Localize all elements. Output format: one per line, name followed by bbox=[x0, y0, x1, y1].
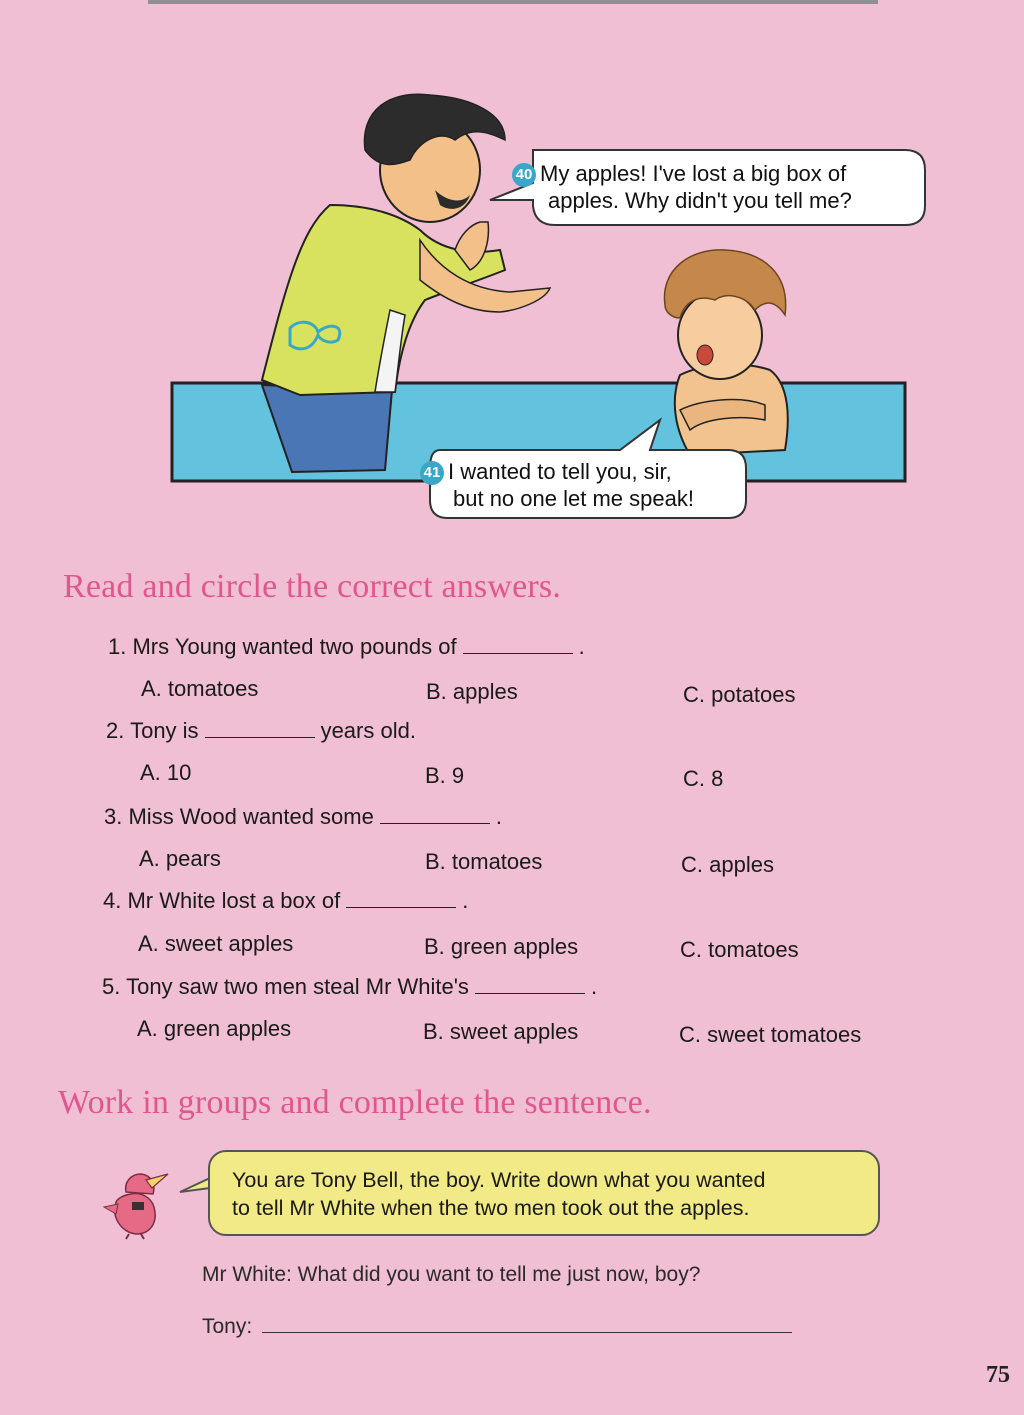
answer-blank bbox=[346, 889, 456, 908]
option-1a[interactable]: A. tomatoes bbox=[141, 676, 259, 701]
comic-illustration bbox=[0, 0, 1024, 530]
bubble-41-text bbox=[420, 458, 694, 512]
option-3c[interactable]: C. apples bbox=[681, 852, 774, 877]
option-2b[interactable]: B. 9 bbox=[425, 763, 465, 788]
bubble-40-number: 40 bbox=[512, 163, 536, 187]
question-1 bbox=[108, 634, 585, 660]
question-end: . bbox=[590, 974, 598, 999]
question-2 bbox=[106, 718, 416, 744]
note-line-2: to tell Mr White when the two men took out the apples. bbox=[232, 1196, 750, 1220]
answer-blank bbox=[475, 975, 585, 994]
answer-blank bbox=[380, 805, 490, 824]
question-number: 5. bbox=[102, 974, 121, 999]
question-text: Miss Wood wanted some bbox=[128, 804, 374, 829]
question-text: Mrs Young wanted two pounds of bbox=[132, 634, 457, 659]
question-end: . bbox=[462, 888, 469, 913]
bird-icon bbox=[96, 1162, 176, 1240]
option-3b[interactable]: B. tomatoes bbox=[425, 849, 543, 874]
question-text: Tony is bbox=[130, 718, 199, 743]
answer-blank bbox=[205, 719, 315, 738]
tony-label: Tony: bbox=[202, 1315, 253, 1338]
option-2c[interactable]: C. 8 bbox=[683, 766, 724, 791]
question-text: Mr White lost a box of bbox=[127, 888, 341, 913]
bubble-41-line2: but no one let me speak! bbox=[453, 486, 694, 512]
bubble-41-line1: I wanted to tell you, sir, bbox=[448, 459, 672, 484]
question-text: Tony saw two men steal Mr White's bbox=[126, 974, 469, 999]
tony-answer-row bbox=[202, 1315, 792, 1339]
question-number: 2. bbox=[106, 718, 125, 743]
section2-heading: Work in groups and complete the sentence. bbox=[58, 1084, 652, 1121]
tony-answer-line[interactable] bbox=[262, 1318, 792, 1333]
answer-blank bbox=[463, 635, 573, 654]
option-3a[interactable]: A. pears bbox=[139, 846, 221, 871]
question-5 bbox=[102, 974, 597, 1000]
question-number: 4. bbox=[103, 888, 122, 913]
option-2a[interactable]: A. 10 bbox=[140, 760, 192, 785]
question-number: 3. bbox=[104, 804, 123, 829]
option-4a[interactable]: A. sweet apples bbox=[138, 931, 294, 956]
option-1b[interactable]: B. apples bbox=[426, 679, 518, 704]
bubble-40-line1: My apples! I've lost a big box of bbox=[540, 161, 847, 186]
man-figure bbox=[262, 94, 550, 395]
bubble-41-number: 41 bbox=[420, 461, 444, 485]
option-1c[interactable]: C. potatoes bbox=[683, 682, 796, 707]
note-pointer bbox=[178, 1176, 212, 1200]
bubble-40-line2: apples. Why didn't you tell me? bbox=[548, 188, 852, 214]
boy-figure bbox=[664, 250, 787, 455]
option-4b[interactable]: B. green apples bbox=[424, 934, 579, 959]
dialog-line: Mr White: What did you want to tell me just now, boy? bbox=[202, 1263, 701, 1286]
question-number: 1. bbox=[108, 634, 127, 659]
question-4 bbox=[103, 888, 468, 914]
section1-heading: Read and circle the correct answers. bbox=[63, 568, 562, 605]
option-4c[interactable]: C. tomatoes bbox=[680, 937, 799, 962]
question-end: . bbox=[495, 804, 502, 829]
bubble-40-text bbox=[512, 160, 852, 214]
question-end: . bbox=[578, 634, 585, 659]
option-5c[interactable]: C. sweet tomatoes bbox=[679, 1022, 862, 1047]
question-3 bbox=[104, 804, 502, 830]
note-line-1: You are Tony Bell, the boy. Write down what you wanted bbox=[232, 1168, 766, 1192]
question-end: years old. bbox=[320, 718, 416, 743]
option-5b[interactable]: B. sweet apples bbox=[423, 1019, 579, 1044]
page-number: 75 bbox=[986, 1362, 1010, 1388]
instruction-note bbox=[208, 1150, 880, 1236]
option-5a[interactable]: A. green apples bbox=[137, 1016, 292, 1041]
